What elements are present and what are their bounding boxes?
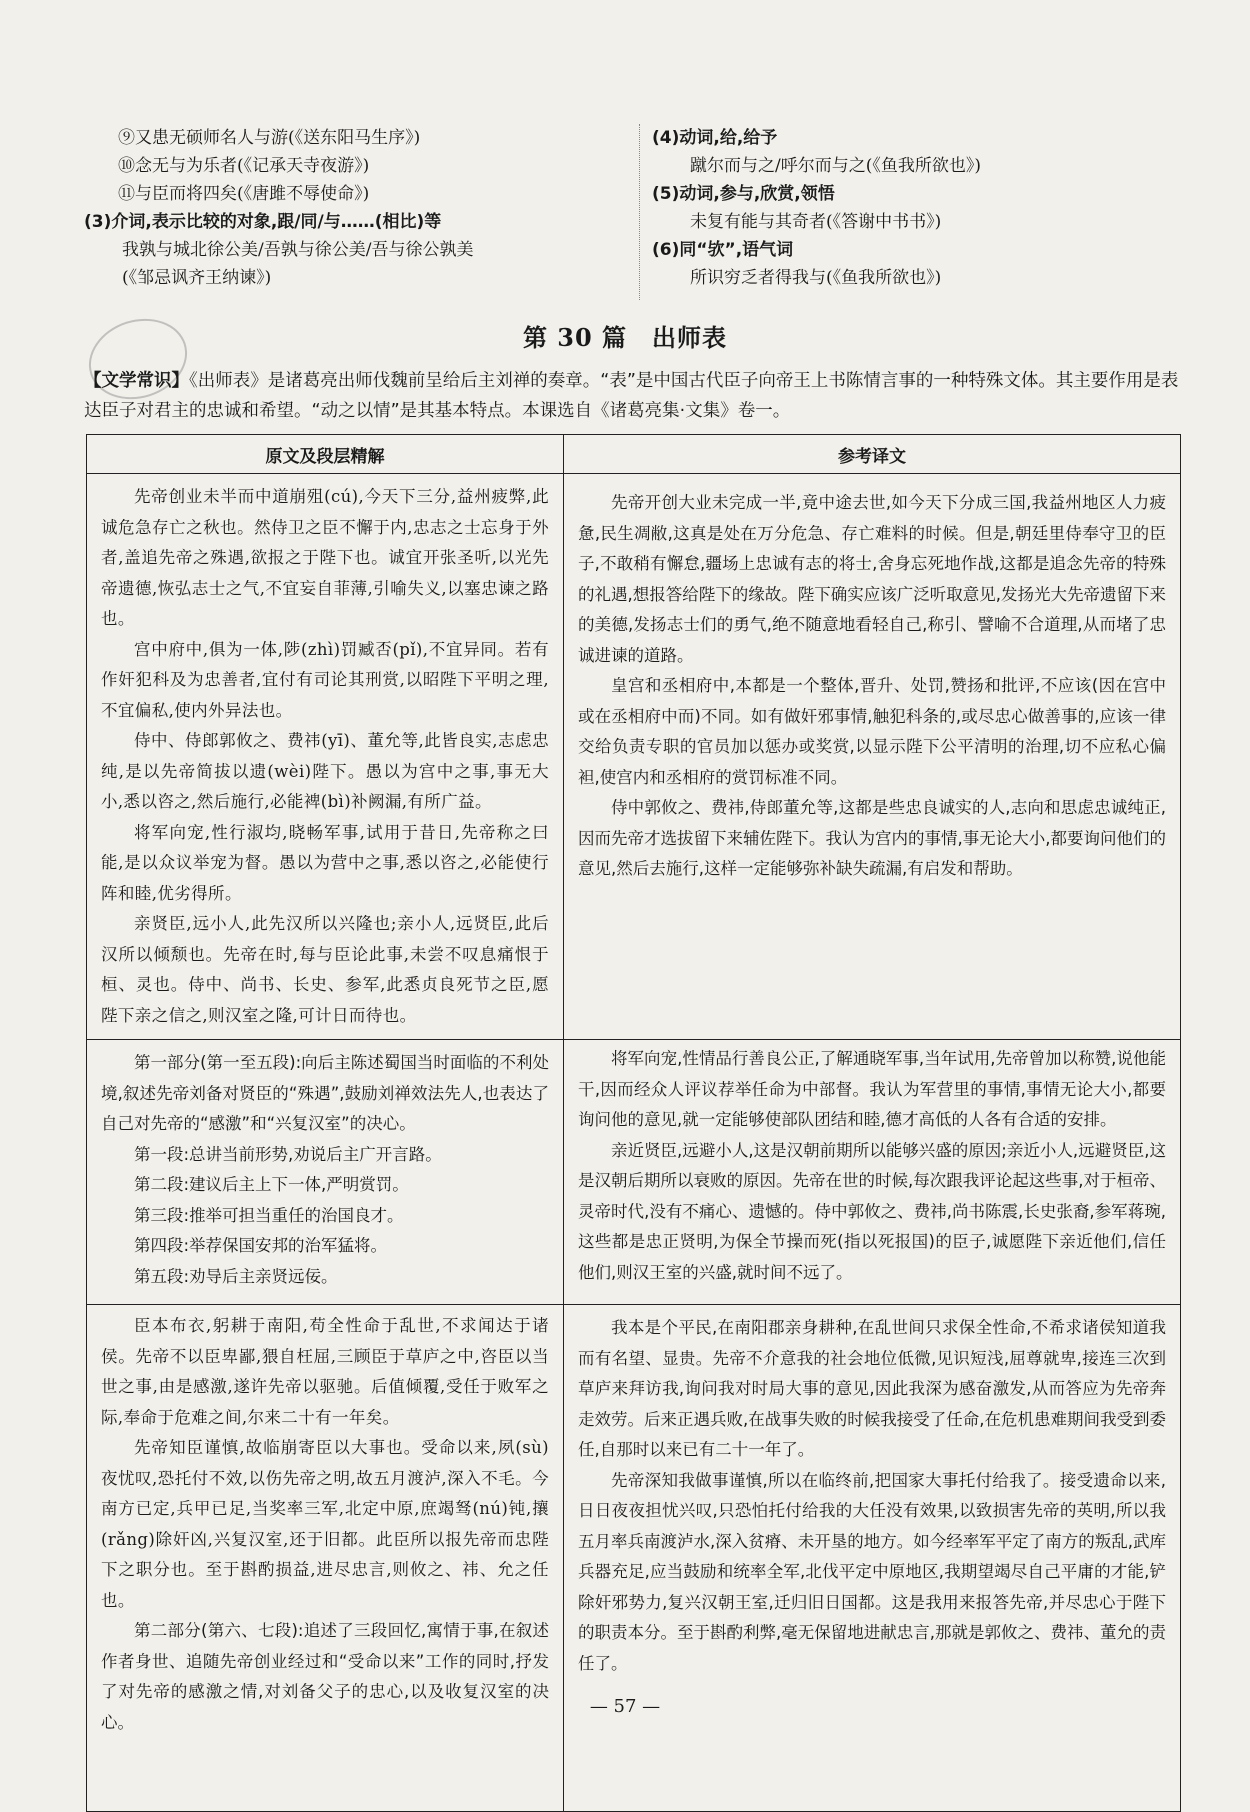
- translation-paragraph: 先帝深知我做事谨慎,所以在临终前,把国家大事托付给我了。接受遗命以来,日日夜夜担忧兴叹,只恐怕托付给我的大任没有效果,以致损害先帝的英明,所以我五月率兵南渡泸水,深入贫瘠、未开垦的地方。如今经率军平定了南方的叛乱,武库兵器充足,应当鼓励和统率全军,北伐平定中原地区,我期望竭尽自己平庸的才能,铲除奸邪势力,复兴汉朝王室,迁归旧日国都。这是我用来报答先帝,并尽忠心于陛下的职责本分。至于斟酌利弊,毫无保留地进献忠言,那就是郭攸之、费祎、董允的责任了。: [578, 1470, 1166, 1673]
- header-translation: 参考译文: [564, 435, 1181, 474]
- original-text-block-1: [87, 474, 564, 1040]
- literary-knowledge: [84, 366, 1180, 426]
- translation-block-1: [564, 474, 1181, 1040]
- summary-paragraph-4: 第四段:举荐保国安邦的治军猛将。: [134, 1236, 388, 1255]
- note-line: ⑩念无与为乐者(《记承天寺夜游》): [118, 156, 370, 176]
- translation-paragraph: 先帝开创大业未完成一半,竟中途去世,如今天下分成三国,我益州地区人力疲惫,民生凋敝,这真是处在万分危急、存亡难料的时候。但是,朝廷里侍奉守卫的臣子,不敢稍有懈怠,疆场上忠诚有志的将士,舍身忘死地作战,这都是追念先帝的特殊的礼遇,想报答给陛下的缘故。陛下确实应该广泛听取意见,发扬光大先帝遗留下来的美德,发扬志士们的勇气,绝不随意地看轻自己,称引、譬喻不合道理,从而堵了忠诚进谏的道路。: [578, 493, 1166, 665]
- translation-paragraph: 皇宫和丞相府中,本都是一个整体,晋升、处罚,赞扬和批评,不应该(因在宫中或在丞相府中而)不同。如有做奸邪事情,触犯科条的,或尽忠心做善事的,应该一律交给负责专职的官员加以惩办或奖赏,以显示陛下公平清明的治理,切不应私心偏袒,使宫内和丞相府的赏罚标准不同。: [578, 676, 1166, 787]
- note-line: ⑨又患无硕师名人与游(《送东阳马生序》): [118, 128, 421, 148]
- note-heading: (4)动词,给,给予: [652, 128, 778, 148]
- translation-paragraph: 亲近贤臣,远避小人,这是汉朝前期所以能够兴盛的原因;亲近小人,远避贤臣,这是汉朝后期所以衰败的原因。先帝在世的时候,每次跟我评论起这些事,对于桓帝、灵帝时代,没有不痛心、遗憾的。侍中郭攸之、费祎,尚书陈震,长史张裔,参军蒋琬,这些都是忠正贤明,为保全节操而死(指以死报国)的臣子,诚愿陛下亲近他们,信任他们,则汉王室的兴盛,就时间不远了。: [578, 1140, 1166, 1282]
- summary-paragraph-5: 第五段:劝导后主亲贤远佞。: [134, 1266, 338, 1286]
- translation-paragraph: 侍中郭攸之、费祎,侍郎董允等,这都是些忠良诚实的人,志向和思虑忠诚纯正,因而先帝才选拔留下来辅佐陛下。我认为宫内的事情,事无论大小,都要询问他们的意见,然后去施行,这样一定能够弥补缺失疏漏,有启发和帮助。: [578, 798, 1166, 878]
- translation-paragraph: 将军向宠,性情品行善良公正,了解通晓军事,当年试用,先帝曾加以称赞,说他能干,因而经众人评议荐举任命为中部督。我认为军营里的事情,事情无论大小,都要询问他的意见,就一定能够使部队团结和睦,德才高低的人各有合适的安排。: [578, 1049, 1166, 1129]
- note-heading: (3)介词,表示比较的对象,跟/同/与……(相比)等: [84, 212, 442, 232]
- note-line: 蹴尔而与之/呼尔而与之(《鱼我所欲也》): [690, 156, 981, 176]
- summary-part-one: 第一部分(第一至五段):向后主陈述蜀国当时面临的不利处境,叙述先帝刘备对贤臣的“殊遇”,鼓励刘禅效法先人,也表达了自己对先帝的“感激”和“兴复汉室”的决心。: [101, 1053, 549, 1133]
- notes-left-column: [84, 124, 624, 292]
- chapter-title: 第 30 篇 出师表: [522, 323, 728, 352]
- note-line: 未复有能与其奇者(《答谢中书书》): [690, 212, 942, 232]
- summary-paragraph-1: 第一段:总讲当前形势,劝说后主广开言路。: [134, 1144, 442, 1164]
- summary-paragraph-2: 第二段:建议后主上下一体,严明赏罚。: [134, 1175, 409, 1194]
- note-line: ⑪与臣而将四矣(《唐雎不辱使命》): [118, 184, 370, 204]
- translation-block-2: [564, 1040, 1181, 1305]
- original-paragraph: 先帝知臣谨慎,故临崩寄臣以大事也。受命以来,夙(sù)夜忧叹,恐托付不效,以伤先帝之明,故五月渡泸,深入不毛。今南方已定,兵甲已足,当奖率三军,北定中原,庶竭驽(nú)钝,攘(rǎng)除奸凶,兴复汉室,还于旧都。此臣所以报先帝而忠陛下之职分也。至于斟酌损益,进尽忠言,则攸之、祎、允之任也。: [101, 1438, 549, 1610]
- original-paragraph: 亲贤臣,远小人,此先汉所以兴隆也;亲小人,远贤臣,此后汉所以倾颓也。先帝在时,每与臣论此事,未尝不叹息痛恨于桓、灵也。侍中、尚书、长史、参军,此悉贞良死节之臣,愿陛下亲之信之,则汉室之隆,可计日而待也。: [101, 914, 549, 1025]
- original-text-block-3: [87, 1305, 564, 1812]
- summary-part-two: 第二部分(第六、七段):追述了三段回忆,寓情于事,在叙述作者身世、追随先帝创业经过和“受命以来”工作的同时,抒发了对先帝的感激之情,对刘备父子的忠心,以及收复汉室的决心。: [101, 1621, 549, 1732]
- previous-section-notes: [84, 124, 1180, 302]
- note-line: 所识穷乏者得我与(《鱼我所欲也》): [690, 268, 942, 288]
- page-number: — 57 —: [589, 1696, 661, 1717]
- literary-knowledge-text: 《出师表》是诸葛亮出师伐魏前呈给后主刘禅的奏章。“表”是中国古代臣子向帝王上书陈情言事的一种特殊文体。其主要作用是表达臣子对君主的忠诚和希望。“动之以情”是其基本特点。本课选自《诸葛亮集·文集》卷一。: [84, 371, 1179, 421]
- note-line: (《邹忌讽齐王纳谏》): [122, 268, 272, 288]
- header-original: 原文及段层精解: [87, 435, 564, 474]
- note-heading: (6)同“欤”,语气词: [652, 240, 794, 260]
- original-paragraph: 宫中府中,俱为一体,陟(zhì)罚臧否(pǐ),不宜异同。若有作奸犯科及为忠善者,宜付有司论其刑赏,以昭陛下平明之理,不宜偏私,使内外异法也。: [101, 639, 549, 720]
- original-paragraph: 侍中、侍郎郭攸之、费祎(yī)、董允等,此皆良实,志虑忠纯,是以先帝简拔以遗(wèi)陛下。愚以为宫中之事,事无大小,悉以咨之,然后施行,必能裨(bì)补阙漏,有所广益。: [101, 731, 549, 811]
- text-translation-table: [86, 434, 1181, 1812]
- original-paragraph: 臣本布衣,躬耕于南阳,苟全性命于乱世,不求闻达于诸侯。先帝不以臣卑鄙,猥自枉屈,三顾臣于草庐之中,咨臣以当世之事,由是感激,遂许先帝以驱驰。后值倾覆,受任于败军之际,奉命于危难之间,尔来二十有一年矣。: [101, 1316, 549, 1427]
- original-paragraph: 先帝创业未半而中道崩殂(cú),今天下三分,益州疲弊,此诚危急存亡之秋也。然侍卫之臣不懈于内,忠志之士忘身于外者,盖追先帝之殊遇,欲报之于陛下也。诚宜开张圣听,以光先帝遗德,恢弘志士之气,不宜妄自菲薄,引喻失义,以塞忠谏之路也。: [101, 487, 549, 628]
- notes-right-column: [639, 124, 1192, 300]
- translation-paragraph: 我本是个平民,在南阳郡亲身耕种,在乱世间只求保全性命,不希求诸侯知道我而有名望、显贵。先帝不介意我的社会地位低微,见识短浅,屈尊就卑,接连三次到草庐来拜访我,询问我对时局大事的意见,因此我深为感奋激发,从而答应为先帝奔走效劳。后来正遇兵败,在战事失败的时候我接受了任命,在危机患难期间我受到委任,自那时以来已有二十一年了。: [578, 1318, 1166, 1459]
- note-line: 我孰与城北徐公美/吾孰与徐公美/吾与徐公孰美: [122, 240, 474, 260]
- note-heading: (5)动词,参与,欣赏,领悟: [652, 184, 835, 204]
- literary-knowledge-tag: 【文学常识】: [84, 371, 189, 391]
- structure-summary: [87, 1040, 564, 1305]
- summary-paragraph-3: 第三段:推举可担当重任的治国良才。: [134, 1205, 404, 1225]
- translation-block-3: [564, 1305, 1181, 1812]
- original-paragraph: 将军向宠,性行淑均,晓畅军事,试用于昔日,先帝称之曰能,是以众议举宠为督。愚以为营中之事,悉以咨之,必能使行阵和睦,优劣得所。: [101, 822, 549, 903]
